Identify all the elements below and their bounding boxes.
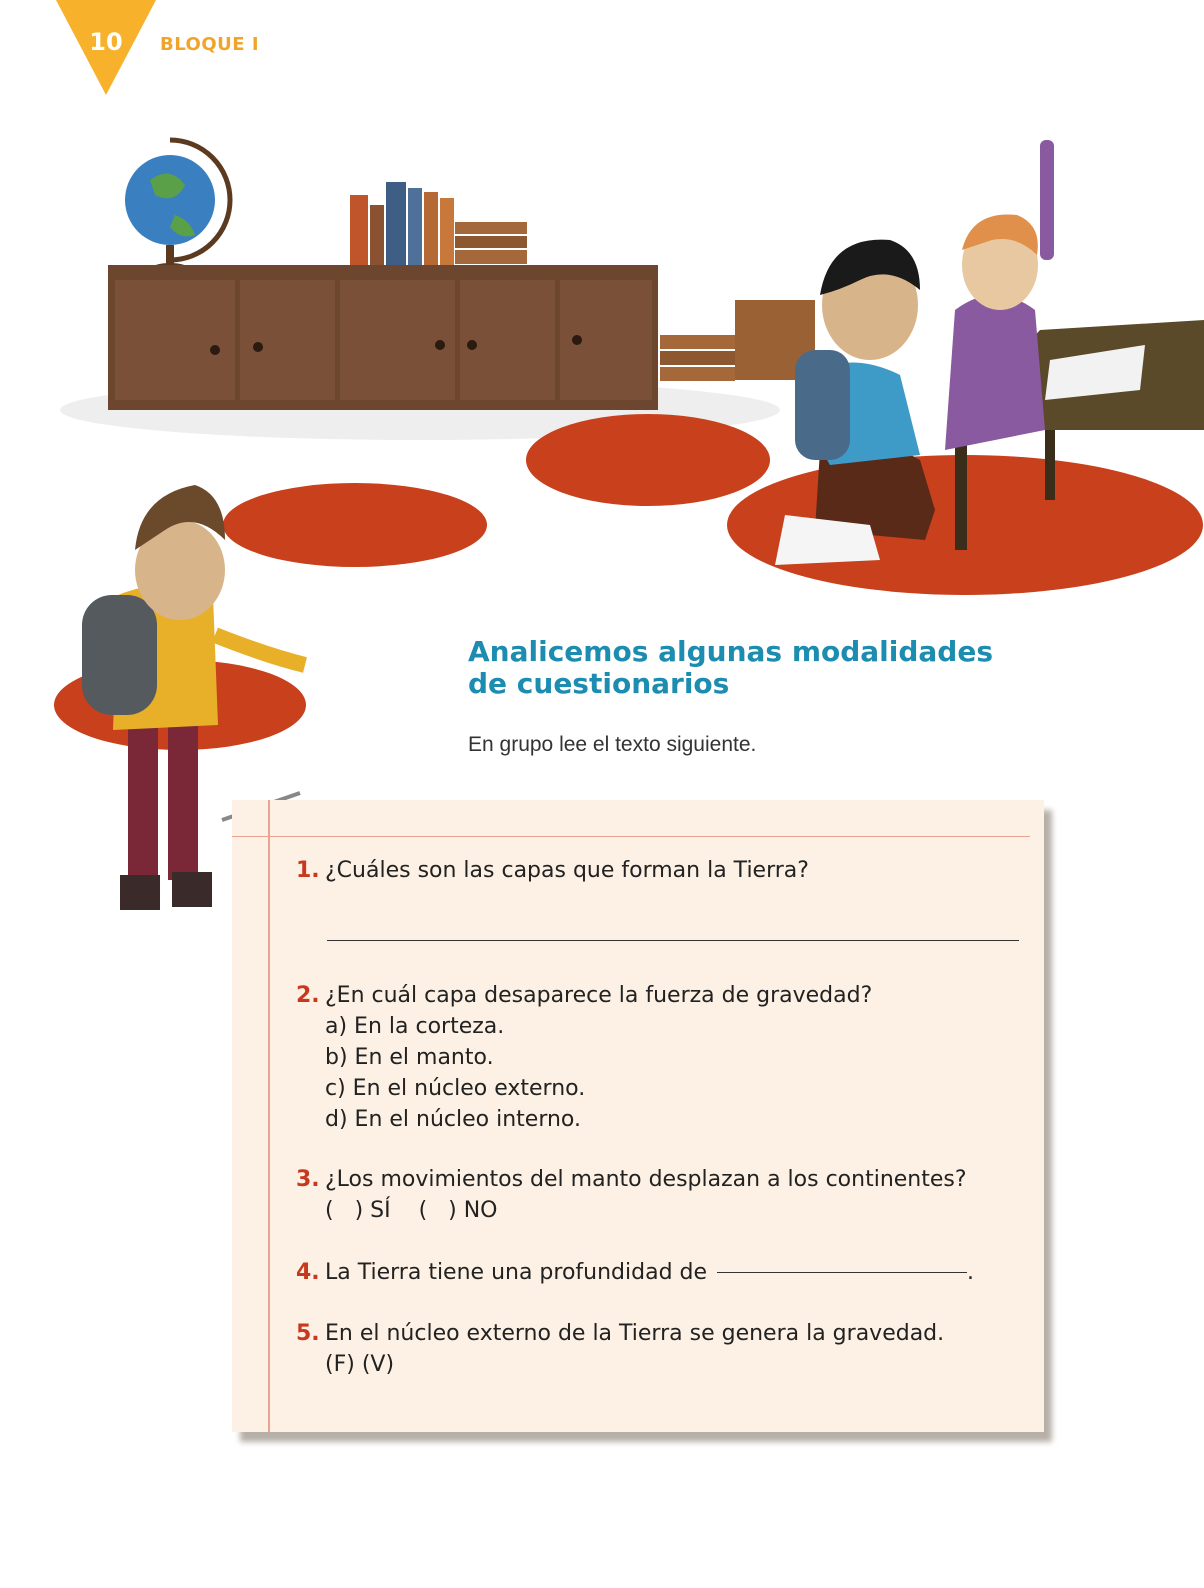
- option-a[interactable]: a) En la corteza.: [325, 1014, 505, 1039]
- section-title: Analicemos algunas modalidades de cuestionarios: [468, 635, 993, 700]
- page-number: 10: [89, 28, 123, 56]
- question-text: ¿Los movimientos del manto desplazan a los continentes?: [325, 1167, 967, 1192]
- question-text: En el núcleo externo de la Tierra se genera la gravedad.: [325, 1321, 945, 1346]
- question-4: [296, 1257, 974, 1288]
- question-number: 1.: [296, 858, 320, 883]
- question-number: 5.: [296, 1321, 320, 1346]
- instruction-text: En grupo lee el texto siguiente.: [468, 733, 757, 756]
- option-b[interactable]: b) En el manto.: [325, 1045, 494, 1070]
- question-5: [296, 1318, 944, 1380]
- answer-line[interactable]: [327, 940, 1019, 941]
- question-1: [296, 855, 809, 886]
- option-c[interactable]: c) En el núcleo externo.: [325, 1076, 586, 1101]
- section-label: BLOQUE I: [160, 34, 260, 55]
- globe-icon: [125, 140, 230, 273]
- question-number: 2.: [296, 983, 320, 1008]
- cabinet-icon: [108, 265, 658, 410]
- question-text: ¿En cuál capa desaparece la fuerza de gravedad?: [325, 983, 873, 1008]
- stacked-books-icon: [660, 300, 815, 381]
- option-d[interactable]: d) En el núcleo interno.: [325, 1107, 581, 1132]
- books-icon: [350, 182, 527, 267]
- question-number: 4.: [296, 1260, 320, 1285]
- card-margin-line-horizontal: [232, 836, 1030, 837]
- card-margin-line-vertical: [268, 800, 270, 1432]
- questionnaire-card: [232, 800, 1044, 1432]
- true-false-choices[interactable]: (F) (V): [325, 1352, 395, 1377]
- rug-icon: [223, 483, 487, 567]
- rug-icon: [526, 414, 770, 506]
- question-text: La Tierra tiene una profundidad de: [325, 1260, 708, 1285]
- question-3: [296, 1164, 967, 1226]
- yes-no-choices[interactable]: ( ) SÍ ( ) NO: [325, 1198, 498, 1223]
- question-text: ¿Cuáles son las capas que forman la Tierra?: [325, 858, 809, 883]
- question-2: [296, 980, 872, 1135]
- fill-in-blank[interactable]: [717, 1272, 967, 1273]
- question-end-punctuation: .: [967, 1260, 975, 1285]
- question-number: 3.: [296, 1167, 320, 1192]
- girl-raising-hand-icon: [945, 140, 1054, 450]
